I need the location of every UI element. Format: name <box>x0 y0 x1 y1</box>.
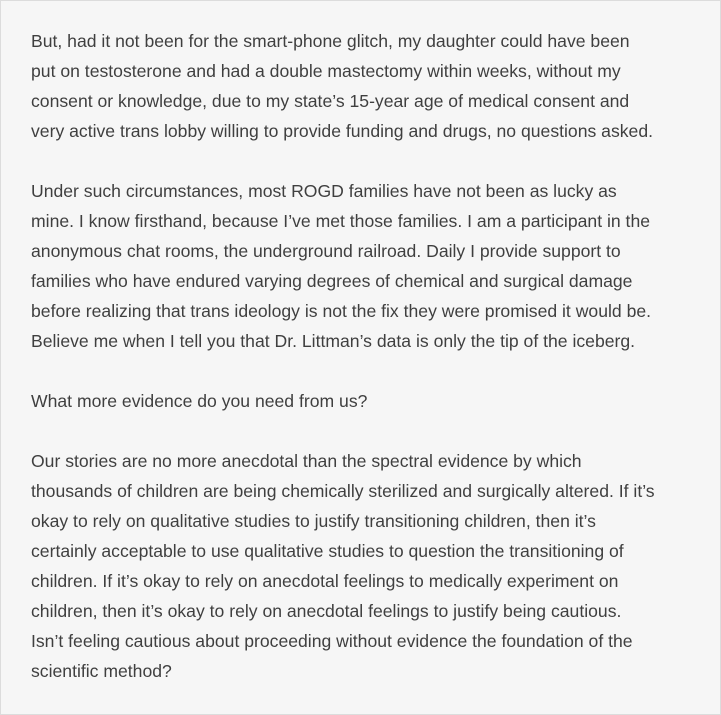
text-line: very active trans lobby willing to provide funding and drugs, no questions asked. <box>31 121 654 141</box>
text-line: Under such circumstances, most ROGD families have not been as lucky as <box>31 181 617 201</box>
text-line: families who have endured varying degrees of chemical and surgical damage <box>31 271 633 291</box>
text-line: children, then it’s okay to rely on anecdotal feelings to justify being cautious. <box>31 601 622 621</box>
text-line: children. If it’s okay to rely on anecdotal feelings to medically experiment on <box>31 571 619 591</box>
text-line: anonymous chat rooms, the underground railroad. Daily I provide support to <box>31 241 621 261</box>
text-line: okay to rely on qualitative studies to justify transitioning children, then it’s <box>31 511 596 531</box>
text-line: mine. I know firsthand, because I’ve met those families. I am a participant in the <box>31 211 651 231</box>
text-line: But, had it not been for the smart-phone glitch, my daughter could have been <box>31 31 630 51</box>
paragraph-2 <box>31 176 715 356</box>
text-line: consent or knowledge, due to my state’s 15-year age of medical consent and <box>31 91 630 111</box>
text-line: Our stories are no more anecdotal than the spectral evidence by which <box>31 451 582 471</box>
article-body <box>31 26 715 686</box>
text-line: certainly acceptable to use qualitative studies to question the transitioning of <box>31 541 624 561</box>
text-line: Isn’t feeling cautious about proceeding without evidence the foundation of the <box>31 631 633 651</box>
paragraph-1 <box>31 26 715 146</box>
text-line: Believe me when I tell you that Dr. Littman’s data is only the tip of the iceberg. <box>31 331 636 351</box>
text-line: scientific method? <box>31 661 172 681</box>
text-line: thousands of children are being chemically sterilized and surgically altered. If it’s <box>31 481 655 501</box>
paragraph-3 <box>31 386 715 416</box>
text-line: put on testosterone and had a double mastectomy within weeks, without my <box>31 61 621 81</box>
text-line: What more evidence do you need from us? <box>31 391 368 411</box>
paragraph-4 <box>31 446 715 686</box>
text-line: before realizing that trans ideology is not the fix they were promised it would be. <box>31 301 652 321</box>
